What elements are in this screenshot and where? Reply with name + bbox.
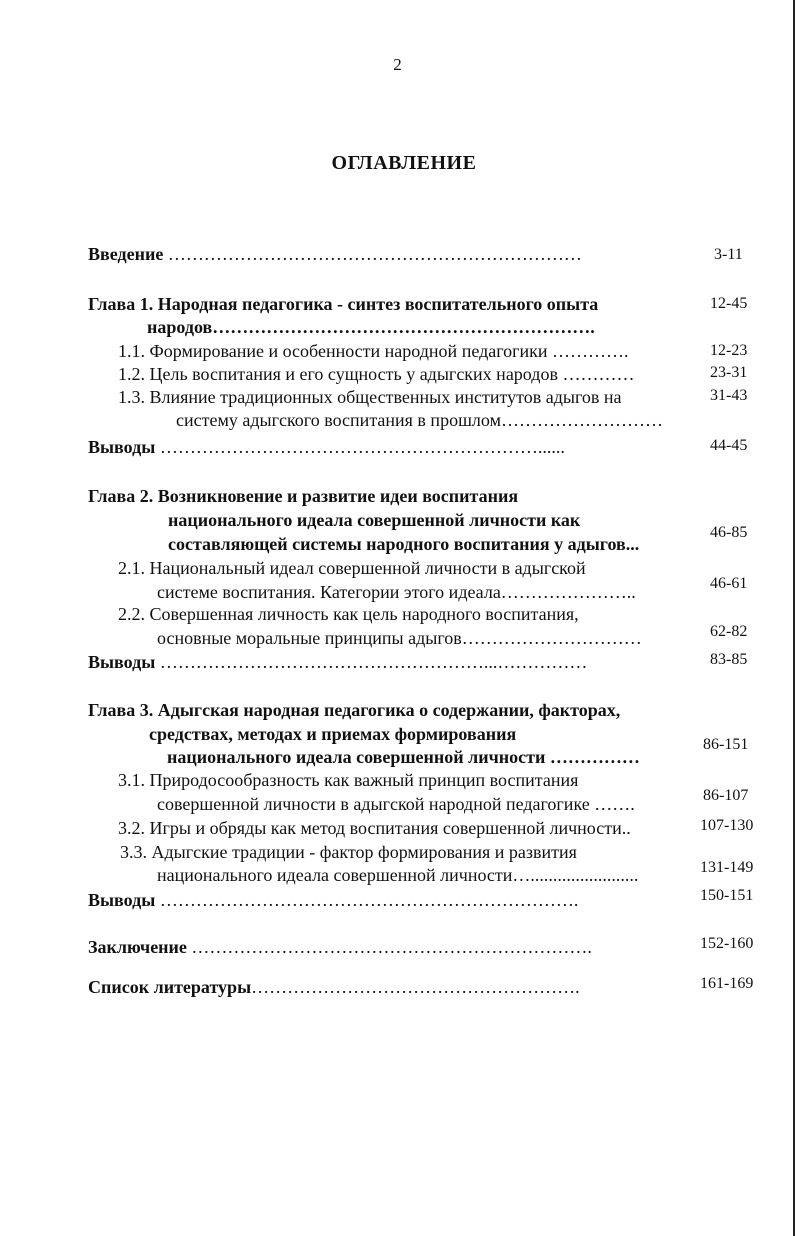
toc-ch3-pages: 86-151 <box>703 736 749 753</box>
toc-ch1-conclusions-title: Выводы <box>88 437 156 457</box>
toc-ch1-conclusions[interactable] <box>88 436 565 458</box>
toc-ch1-s1[interactable]: 1.1. Формирование и особенности народной педагогики …………. <box>118 341 629 361</box>
toc-ch2-title-line2[interactable]: национального идеала совершенной личности как <box>168 510 581 530</box>
toc-ch2-pages: 46-85 <box>710 524 748 541</box>
toc-ch3-s3-line2[interactable]: национального идеала совершенной личности…........................ <box>157 865 639 885</box>
toc-conclusion-dots: …………………………………………………………. <box>191 937 592 957</box>
toc-ch2-conclusions-pages: 83-85 <box>710 651 748 668</box>
toc-ch3-conclusions-title: Выводы <box>88 890 156 910</box>
toc-ch2-s2-pages: 62-82 <box>710 623 748 640</box>
toc-ch1-pages: 12-45 <box>710 295 748 312</box>
toc-entry-conclusion[interactable] <box>88 936 592 958</box>
toc-entry-intro[interactable] <box>88 243 582 265</box>
toc-ch2-conclusions-title: Выводы <box>88 652 156 672</box>
toc-ch3-s1-pages: 86-107 <box>703 787 749 804</box>
toc-references-pages: 161-169 <box>700 975 754 992</box>
toc-ch3-s3-pages: 131-149 <box>700 859 754 876</box>
toc-intro-pages: 3-11 <box>714 246 743 263</box>
toc-ch1-s1-pages: 12-23 <box>710 342 748 359</box>
toc-ch3-s3-line1[interactable]: 3.3. Адыгские традиции - фактор формирования и развития <box>120 842 577 862</box>
toc-ch3-conclusions-dots: ……………………………………………………………. <box>159 890 579 910</box>
toc-ch1-conclusions-dots: ………………………………………………………...... <box>159 437 565 457</box>
toc-ch2-s2-line2[interactable]: основные моральные принципы адыгов………………………… <box>157 628 642 648</box>
toc-ch1-s3-pages: 31-43 <box>710 387 748 404</box>
toc-ch1-title-line2[interactable]: народов………………………………………………………. <box>147 317 595 337</box>
toc-ch2-title-line1[interactable]: Глава 2. Возникновение и развитие идеи воспитания <box>88 486 519 506</box>
toc-ch1-s3-line1[interactable]: 1.3. Влияние традиционных общественных институтов адыгов на <box>118 387 622 407</box>
toc-ch3-s2-pages: 107-130 <box>700 817 754 834</box>
toc-ch1-s3-line2[interactable]: систему адыгского воспитания в прошлом……………………… <box>176 410 663 430</box>
toc-ch3-s1-line1[interactable]: 3.1. Природосообразность как важный принцип воспитания <box>118 770 579 790</box>
toc-ch1-conclusions-pages: 44-45 <box>710 437 748 454</box>
toc-ch3-conclusions-pages: 150-151 <box>700 887 754 904</box>
toc-ch3-title-line1[interactable]: Глава 3. Адыгская народная педагогика о содержании, факторах, <box>88 700 621 720</box>
toc-ch2-s1-pages: 46-61 <box>710 575 748 592</box>
toc-ch3-s1-line2[interactable]: совершенной личности в адыгской народной педагогике ……. <box>157 794 635 814</box>
toc-ch2-s2-line1[interactable]: 2.2. Совершенная личность как цель народного воспитания, <box>118 604 579 624</box>
page-title: ОГЛАВЛЕНИЕ <box>331 152 477 174</box>
toc-ch2-s1-line1[interactable]: 2.1. Национальный идеал совершенной личности в адыгской <box>118 558 586 578</box>
toc-ch1-s2[interactable]: 1.2. Цель воспитания и его сущность у адыгских народов ………… <box>118 364 635 384</box>
toc-ch3-title-line3[interactable]: национального идеала совершенной личности …………… <box>167 747 640 767</box>
toc-ch2-conclusions[interactable] <box>88 651 587 673</box>
toc-entry-references[interactable] <box>88 976 580 998</box>
toc-intro-dots: …………………………………………………………… <box>167 244 582 264</box>
toc-ch3-title-line2[interactable]: средствах, методах и приемах формирования <box>149 724 517 744</box>
toc-references-title: Список литературы <box>88 977 252 997</box>
toc-ch3-conclusions[interactable] <box>88 889 578 911</box>
toc-conclusion-title: Заключение <box>88 937 187 957</box>
toc-conclusion-pages: 152-160 <box>700 935 754 952</box>
toc-intro-title: Введение <box>88 244 164 264</box>
toc-ch2-s1-line2[interactable]: системе воспитания. Категории этого идеала………………….. <box>157 582 636 602</box>
toc-ch1-title-line1[interactable]: Глава 1. Народная педагогика - синтез воспитательного опыта <box>88 294 599 314</box>
toc-ch1-s2-pages: 23-31 <box>710 364 748 381</box>
page-number: 2 <box>393 55 402 74</box>
toc-ch2-title-line3[interactable]: составляющей системы народного воспитания у адыгов... <box>168 534 640 554</box>
toc-references-dots: ………………………………………………. <box>251 977 580 997</box>
toc-ch3-s2[interactable]: 3.2. Игры и обряды как метод воспитания совершенной личности.. <box>118 818 631 838</box>
toc-ch2-conclusions-dots: ………………………………………………...…………… <box>159 652 588 672</box>
